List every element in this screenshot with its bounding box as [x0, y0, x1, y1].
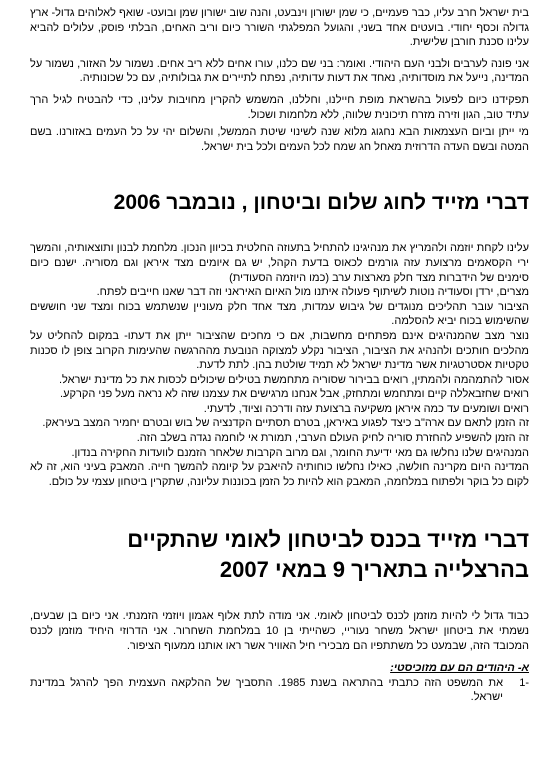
section1-paragraph: זה הזמן לתאם עם ארה"ב כיצד לפגוע באיראן, בטרם תסתיים הקדנציה של בוש ובטרם יחמיר המצב בעיראק.: [42, 417, 529, 430]
section1-paragraph: המדינה היום מקרינה חולשה, כאילו נחלשו כוחותיה להיאבק על קיומה להמשך חייה. המאבק בעיני הוא, זה לא לקום כל בוקר ולפתוח במלחמה, המאבק הוא להיות כל הזמן בכוננות עליונה, שתקרין ביטחון עצמי על כולם.: [30, 461, 529, 488]
section1-title: דברי מזייד לחוג שלום וביטחון , נובמבר 2006: [113, 191, 529, 215]
section1-paragraph: הציבור עובר תהליכים מנוגדים של גיבוש עמדות, מצד אחד חלק מעוניין שנשתמש בכוח ומצד שני חוששים שהשימוש בכוח יביא להסלמה.: [30, 300, 529, 328]
section1-paragraph: רואים ושומעים עד כמה איראן משקיעה ברצועת עזה ודרכה וציוד, לדעתי.: [203, 402, 529, 415]
section1-paragraph: המנהיגים שלנו נחלשו גם מאי ידיעת החומר, וגם מרוב הקרבות שלאחר הזמנם לוועדות החקירה בנדון.: [71, 446, 529, 459]
section1-paragraph: אסור להתמהמה ולהמתין, רואים בבירור שסוריה מתחמשת בטילים שיכולים לכסות את כל מדינת ישראל.: [58, 373, 529, 386]
intro-paragraph-4: מי ייתן וביום העצמאות הבא נחגוג מלוא שנה לשינוי שיטת הממשל, והשלום יהי על כל העמים באזורנו. בשם המטה ובשם העדה הדרוזית מאחל חג שמח לכל העמים ולכל בית ישראל.: [30, 126, 529, 153]
section1-paragraph: נוצר מצב שהמנהיגים אינם מפתחים מחשבות, אם כי מחכים שהציבור ייתן את דעתו- במקום להחליט על מהלכים חותכים ולהנהיג את הציבור, הציבור נקלע למצוקה הנובעת מההרגשה שהעימות הקרוב צופן לו סכנות טקטיות אסטרטגיות אשר מדינת ישראל לא תמיד שולטת בהן. לתת לדעת.: [30, 329, 529, 372]
intro-paragraph-2: אני פונה לערבים ולבני העם היהודי. ואומר: בני שם כלנו, עורו אחים ללא ריב אחים. נשמור על האזור, נשמור על המדינה, נייעל את מוסדותיה, נאחד את דעות עדותיה, נפתח לתיירים את גבולותיה, עם כל שכונותיה.: [30, 57, 529, 85]
section2-subheading: א- היהודים הם עם מזוכיסטי:: [390, 662, 529, 675]
section2-title: דברי מזייד בכנס לביטחון לאומי שהתקיים בהרצלייה בתאריך 9 במאי 2007: [127, 527, 529, 583]
list-item-text: את המשפט הזה כתבתי בהתראה בשנת 1985. התסביך של ההלקאה העצמית הפך להרגל במדינת ישראל.: [30, 676, 503, 704]
section1-paragraph: זה הזמן להשפיע להחזרת סוריה לחיק העולם הערבי, תמורת אי לוחמה נגדה בשלב הזה.: [136, 432, 529, 445]
section1-paragraph: רואים שחזבאללה קיים ומתחמש ומתחזק, אבל אנחנו מרגישים את עצמנו שזה לא נראה מעל פני הקרקע.: [60, 388, 529, 401]
intro-paragraph-1: בית ישראל חרב עליו, כבר פעמיים, כי שמן ישורון וינבעט, והנה שוב ישורון שמן ובועט- שואף לאלוהים גדול- ארץ גדולה וכסף יחודי. בועטים אחד בשני, והגועל המפלגתי השורר כיום וריב האחים, הבלתי פוסק, עלולים להביא עלינו סכנת חורבן שלישית.: [30, 7, 529, 49]
intro-paragraph-3: תפקידנו כיום לפעול בהשראת מופת חיילנו, וחללנו, המשמש להקרין מחויבות עלינו, כדי להבטיח לגיל הרך עתיד טוב, הגון וזירה מזרח תיכונית שלווה, ללא מלחמות ושכול.: [30, 93, 529, 121]
section1-body: [30, 241, 529, 489]
section1-paragraph: עלינו לקחת יוזמה ולהמריץ את מנהיגינו להתחיל בתעוזה החלטית בכיוון הנכון. מלחמת לבנון ותוצאותיה, והמשך ירי הקסאמים מרצועת עזה גורמים לכאוס בדעת הקהל, יש גם איומים מצד איראן וגם מסוריה. ישנם כיום סימנים של הידברות מצד חלק מארצות ערב (כמו היוזמה הסעודית): [30, 242, 529, 284]
section2-paragraph: כבוד גדול לי להיות מוזמן לכנס לביטחון לאומי. אני מודה לתת אלוף אגמון ויוזמי הזמנתי. אני כיום בן שבעים, נשמתי את ביטחון ישראל משחר נעוריי, כשהייתי בן 10 במלחמת השחרור. אני הדרוזי היחיד מוזמן לכנס המכובד הזה, שבמעט כל משתתפיו הם מבכירי חיל האוויר אשר ראו אותנו ממעוף הציפור.: [30, 610, 530, 652]
list-item-number: -1: [519, 676, 529, 689]
list-item: [30, 676, 529, 705]
section1-paragraph: מצרים, ירדן וסעודיה נוטות לשיתוף פעולה איתנו מול האיום האיראני וזה דבר שאנו חייבים לפתח.: [96, 286, 529, 299]
